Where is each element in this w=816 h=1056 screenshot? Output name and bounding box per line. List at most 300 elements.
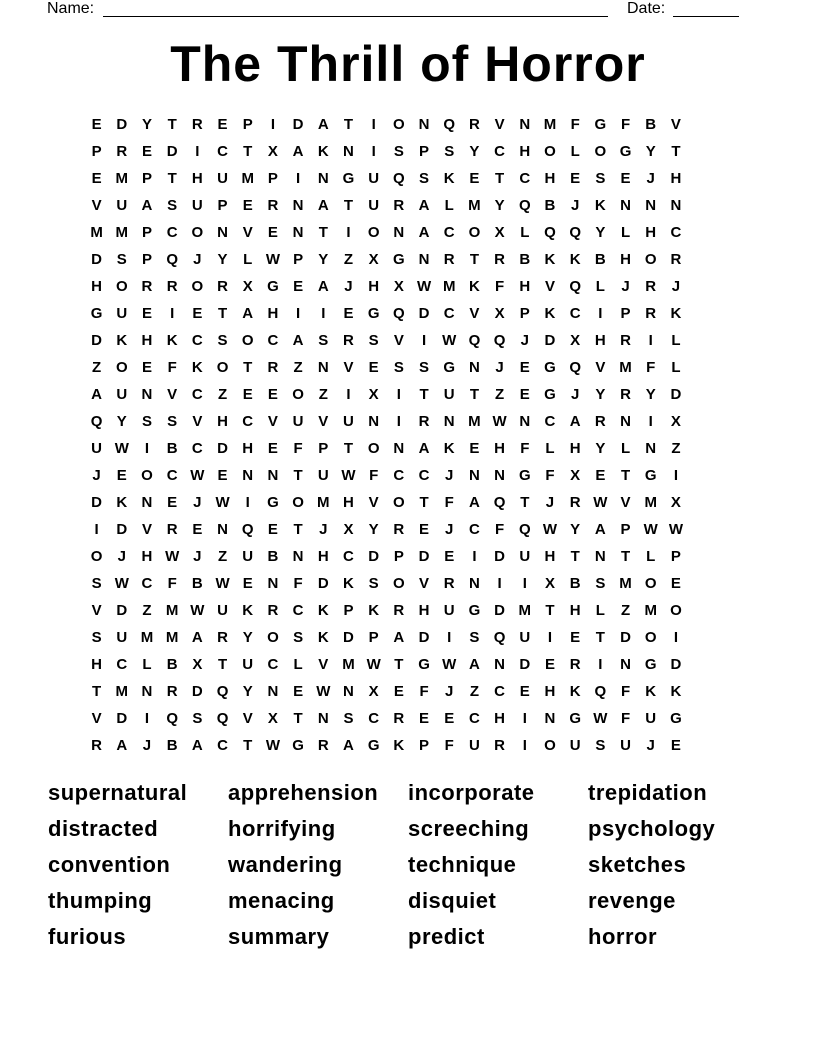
grid-letter[interactable]: R <box>116 143 128 160</box>
grid-letter[interactable]: K <box>368 602 380 619</box>
grid-letter[interactable]: G <box>544 386 556 403</box>
grid-letter[interactable]: K <box>544 305 556 322</box>
grid-letter[interactable]: N <box>393 224 405 241</box>
grid-letter[interactable]: E <box>192 305 203 322</box>
grid-letter[interactable]: N <box>141 683 153 700</box>
grid-letter[interactable]: Q <box>493 494 506 511</box>
grid-letter[interactable]: H <box>343 494 354 511</box>
grid-letter[interactable]: P <box>293 251 304 268</box>
grid-letter[interactable]: P <box>141 251 152 268</box>
grid-letter[interactable]: L <box>620 224 631 241</box>
grid-letter[interactable]: J <box>445 683 454 700</box>
grid-letter[interactable]: G <box>468 602 481 619</box>
grid-letter[interactable]: Q <box>569 278 581 295</box>
grid-letter[interactable]: A <box>191 629 203 646</box>
grid-letter[interactable]: F <box>570 116 580 133</box>
grid-letter[interactable]: D <box>494 602 506 619</box>
grid-letter[interactable]: D <box>91 251 103 268</box>
grid-letter[interactable]: O <box>393 575 405 592</box>
grid-letter[interactable]: T <box>469 251 479 268</box>
grid-letter[interactable]: M <box>165 602 179 619</box>
grid-letter[interactable]: X <box>368 386 379 403</box>
grid-letter[interactable]: D <box>494 548 506 565</box>
grid-letter[interactable]: T <box>545 602 555 619</box>
grid-letter[interactable]: Z <box>671 440 681 457</box>
grid-letter[interactable]: S <box>116 251 127 268</box>
grid-letter[interactable]: M <box>342 656 355 673</box>
grid-letter[interactable]: F <box>293 575 303 592</box>
grid-letter[interactable]: F <box>520 440 530 457</box>
grid-letter[interactable]: Y <box>116 413 127 430</box>
grid-letter[interactable]: T <box>520 494 530 511</box>
grid-letter[interactable]: Y <box>242 629 253 646</box>
grid-letter[interactable]: Z <box>318 386 328 403</box>
grid-letter[interactable]: T <box>419 386 429 403</box>
grid-letter[interactable]: D <box>670 656 682 673</box>
grid-letter[interactable]: I <box>598 656 603 673</box>
grid-letter[interactable]: O <box>367 440 380 457</box>
grid-letter[interactable]: M <box>140 629 154 646</box>
grid-letter[interactable]: Y <box>595 224 606 241</box>
grid-letter[interactable]: G <box>644 656 657 673</box>
grid-letter[interactable]: C <box>368 710 380 727</box>
grid-letter[interactable]: C <box>217 143 228 160</box>
grid-letter[interactable]: N <box>620 656 631 673</box>
grid-letter[interactable]: U <box>116 629 128 646</box>
grid-letter[interactable]: R <box>594 413 606 430</box>
grid-letter[interactable]: D <box>418 629 430 646</box>
grid-letter[interactable]: C <box>468 521 480 538</box>
grid-letter[interactable]: N <box>141 494 153 511</box>
grid-letter[interactable]: M <box>115 683 129 700</box>
grid-letter[interactable]: K <box>569 683 581 700</box>
grid-letter[interactable]: H <box>569 602 581 619</box>
grid-letter[interactable]: I <box>296 170 301 187</box>
grid-letter[interactable]: C <box>242 413 254 430</box>
grid-letter[interactable]: O <box>393 494 405 511</box>
grid-letter[interactable]: E <box>570 629 581 646</box>
grid-letter[interactable]: T <box>293 710 303 727</box>
grid-letter[interactable]: V <box>670 116 681 133</box>
grid-letter[interactable]: I <box>472 548 477 565</box>
grid-letter[interactable]: L <box>646 548 656 565</box>
grid-letter[interactable]: Z <box>343 251 354 268</box>
grid-letter[interactable]: S <box>91 629 102 646</box>
grid-letter[interactable]: C <box>166 467 178 484</box>
grid-letter[interactable]: A <box>317 197 329 214</box>
grid-letter[interactable]: R <box>393 521 405 538</box>
grid-letter[interactable]: R <box>166 521 178 538</box>
grid-letter[interactable]: O <box>241 332 254 349</box>
grid-letter[interactable]: R <box>620 332 631 349</box>
grid-letter[interactable]: N <box>418 116 430 133</box>
grid-letter[interactable]: U <box>217 602 228 619</box>
grid-letter[interactable]: E <box>141 143 152 160</box>
grid-letter[interactable]: L <box>545 440 555 457</box>
grid-letter[interactable]: G <box>443 359 456 376</box>
grid-letter[interactable]: O <box>141 467 153 484</box>
grid-letter[interactable]: T <box>243 143 253 160</box>
grid-letter[interactable]: K <box>393 737 405 754</box>
grid-letter[interactable]: O <box>468 224 481 241</box>
grid-letter[interactable]: E <box>217 467 228 484</box>
grid-letter[interactable]: I <box>94 521 99 538</box>
grid-letter[interactable]: V <box>91 710 102 727</box>
grid-letter[interactable]: T <box>167 170 177 187</box>
grid-letter[interactable]: W <box>542 521 558 538</box>
grid-letter[interactable]: U <box>242 548 254 565</box>
grid-letter[interactable]: D <box>620 629 631 646</box>
grid-letter[interactable]: K <box>116 494 128 511</box>
grid-letter[interactable]: L <box>620 440 631 457</box>
grid-letter[interactable]: X <box>393 278 404 295</box>
grid-letter[interactable]: N <box>468 359 480 376</box>
grid-letter[interactable]: N <box>217 521 228 538</box>
grid-letter[interactable]: C <box>468 710 480 727</box>
grid-letter[interactable]: M <box>543 116 557 133</box>
grid-letter[interactable]: F <box>495 521 505 538</box>
grid-letter[interactable]: N <box>292 197 304 214</box>
grid-letter[interactable]: K <box>443 440 455 457</box>
grid-letter[interactable]: S <box>167 197 178 214</box>
grid-letter[interactable]: C <box>141 575 153 592</box>
grid-letter[interactable]: D <box>670 386 682 403</box>
grid-letter[interactable]: K <box>317 143 329 160</box>
grid-letter[interactable]: X <box>343 521 354 538</box>
grid-letter[interactable]: H <box>141 548 153 565</box>
grid-letter[interactable]: A <box>569 413 581 430</box>
grid-letter[interactable]: I <box>371 116 376 133</box>
grid-letter[interactable]: U <box>217 170 228 187</box>
grid-letter[interactable]: M <box>468 413 481 430</box>
grid-letter[interactable]: J <box>193 548 202 565</box>
grid-letter[interactable]: K <box>569 251 581 268</box>
grid-letter[interactable]: P <box>242 116 253 133</box>
grid-letter[interactable]: P <box>519 305 530 322</box>
grid-letter[interactable]: P <box>343 602 354 619</box>
grid-letter[interactable]: Q <box>544 224 556 241</box>
grid-letter[interactable]: A <box>393 629 405 646</box>
grid-letter[interactable]: N <box>393 440 405 457</box>
grid-letter[interactable]: U <box>368 170 380 187</box>
grid-letter[interactable]: Q <box>393 170 405 187</box>
grid-letter[interactable]: J <box>545 494 555 511</box>
grid-letter[interactable]: F <box>444 737 454 754</box>
grid-letter[interactable]: A <box>292 332 304 349</box>
grid-letter[interactable]: M <box>165 629 179 646</box>
grid-letter[interactable]: J <box>671 278 681 295</box>
grid-letter[interactable]: I <box>648 413 653 430</box>
grid-letter[interactable]: E <box>217 116 228 133</box>
grid-letter[interactable]: T <box>495 170 505 187</box>
grid-letter[interactable]: Q <box>393 305 405 322</box>
grid-letter[interactable]: V <box>192 413 203 430</box>
grid-letter[interactable]: E <box>444 710 455 727</box>
grid-letter[interactable]: H <box>267 305 279 322</box>
grid-letter[interactable]: P <box>393 548 404 565</box>
grid-letter[interactable]: J <box>646 170 655 187</box>
grid-letter[interactable]: A <box>91 386 103 403</box>
grid-letter[interactable]: I <box>396 413 401 430</box>
grid-letter[interactable]: U <box>317 467 329 484</box>
grid-letter[interactable]: H <box>620 251 631 268</box>
grid-letter[interactable]: M <box>468 197 481 214</box>
grid-letter[interactable]: H <box>91 278 103 295</box>
grid-letter[interactable]: Y <box>217 251 228 268</box>
grid-letter[interactable]: I <box>371 143 376 160</box>
grid-letter[interactable]: D <box>343 629 354 646</box>
grid-letter[interactable]: N <box>343 143 354 160</box>
grid-letter[interactable]: D <box>368 548 380 565</box>
grid-letter[interactable]: N <box>519 413 531 430</box>
grid-letter[interactable]: X <box>570 332 581 349</box>
grid-letter[interactable]: R <box>317 737 329 754</box>
grid-letter[interactable]: S <box>192 710 203 727</box>
grid-letter[interactable]: T <box>570 548 580 565</box>
grid-letter[interactable]: Y <box>318 251 329 268</box>
grid-letter[interactable]: F <box>620 710 631 727</box>
grid-letter[interactable]: Z <box>92 359 102 376</box>
grid-letter[interactable]: F <box>495 278 505 295</box>
grid-letter[interactable]: F <box>293 440 303 457</box>
grid-letter[interactable]: A <box>242 305 254 322</box>
grid-letter[interactable]: T <box>243 359 253 376</box>
grid-letter[interactable]: F <box>369 467 379 484</box>
grid-letter[interactable]: L <box>520 224 530 241</box>
grid-letter[interactable]: D <box>292 116 304 133</box>
grid-letter[interactable]: Q <box>468 332 481 349</box>
grid-letter[interactable]: H <box>141 332 153 349</box>
grid-letter[interactable]: E <box>368 359 379 376</box>
grid-letter[interactable]: T <box>419 494 429 511</box>
grid-letter[interactable]: Q <box>493 629 506 646</box>
grid-letter[interactable]: C <box>569 305 581 322</box>
grid-letter[interactable]: V <box>242 224 253 241</box>
grid-letter[interactable]: M <box>619 575 632 592</box>
grid-letter[interactable]: S <box>343 710 354 727</box>
grid-letter[interactable]: R <box>217 629 228 646</box>
grid-letter[interactable]: T <box>293 521 303 538</box>
grid-letter[interactable]: I <box>270 116 275 133</box>
grid-letter[interactable]: E <box>293 278 304 295</box>
grid-letter[interactable]: V <box>393 332 404 349</box>
grid-letter[interactable]: L <box>595 278 605 295</box>
grid-letter[interactable]: L <box>671 332 681 349</box>
grid-letter[interactable]: A <box>594 521 606 538</box>
grid-letter[interactable]: C <box>343 548 354 565</box>
grid-letter[interactable]: E <box>444 548 455 565</box>
grid-letter[interactable]: P <box>670 548 681 565</box>
grid-letter[interactable]: L <box>444 197 454 214</box>
grid-letter[interactable]: E <box>620 170 631 187</box>
grid-letter[interactable]: D <box>166 143 178 160</box>
grid-letter[interactable]: T <box>293 467 303 484</box>
grid-letter[interactable]: E <box>192 521 203 538</box>
grid-letter[interactable]: J <box>344 278 353 295</box>
grid-letter[interactable]: C <box>544 413 556 430</box>
grid-letter[interactable]: V <box>368 494 379 511</box>
grid-letter[interactable]: J <box>142 737 152 754</box>
grid-letter[interactable]: J <box>117 548 126 565</box>
grid-letter[interactable]: E <box>519 386 530 403</box>
grid-letter[interactable]: G <box>619 143 632 160</box>
grid-letter[interactable]: X <box>242 278 253 295</box>
grid-letter[interactable]: H <box>670 170 682 187</box>
grid-letter[interactable]: G <box>267 278 279 295</box>
grid-letter[interactable]: Y <box>469 143 480 160</box>
grid-letter[interactable]: C <box>267 656 279 673</box>
grid-letter[interactable]: Q <box>493 332 506 349</box>
grid-letter[interactable]: V <box>267 413 278 430</box>
grid-letter[interactable]: Y <box>570 521 581 538</box>
grid-letter[interactable]: N <box>317 170 329 187</box>
grid-letter[interactable]: X <box>267 710 278 727</box>
grid-letter[interactable]: W <box>593 494 608 511</box>
grid-letter[interactable]: A <box>343 737 354 754</box>
grid-letter[interactable]: N <box>292 548 304 565</box>
grid-letter[interactable]: G <box>342 170 355 187</box>
grid-letter[interactable]: E <box>343 305 354 322</box>
grid-letter[interactable]: N <box>544 710 556 727</box>
grid-letter[interactable]: Z <box>217 386 228 403</box>
grid-letter[interactable]: L <box>671 359 681 376</box>
grid-letter[interactable]: J <box>520 332 529 349</box>
grid-letter[interactable]: R <box>267 359 279 376</box>
grid-letter[interactable]: A <box>317 278 329 295</box>
grid-letter[interactable]: O <box>267 629 279 646</box>
grid-letter[interactable]: G <box>594 116 607 133</box>
grid-letter[interactable]: U <box>116 386 128 403</box>
grid-letter[interactable]: Z <box>217 548 228 565</box>
grid-letter[interactable]: W <box>416 278 432 295</box>
grid-letter[interactable]: U <box>569 737 581 754</box>
grid-letter[interactable]: R <box>191 116 203 133</box>
grid-letter[interactable]: W <box>165 548 180 565</box>
grid-letter[interactable]: O <box>191 278 204 295</box>
grid-letter[interactable]: S <box>293 629 304 646</box>
grid-letter[interactable]: T <box>620 467 631 484</box>
grid-letter[interactable]: M <box>644 494 657 511</box>
grid-letter[interactable]: R <box>141 278 153 295</box>
grid-letter[interactable]: F <box>545 467 555 484</box>
grid-letter[interactable]: D <box>116 710 128 727</box>
grid-letter[interactable]: U <box>443 602 455 619</box>
grid-letter[interactable]: V <box>242 710 253 727</box>
grid-letter[interactable]: E <box>141 305 152 322</box>
grid-letter[interactable]: X <box>544 575 555 592</box>
grid-letter[interactable]: N <box>670 197 682 214</box>
grid-letter[interactable]: P <box>267 170 278 187</box>
grid-letter[interactable]: J <box>646 737 655 754</box>
grid-letter[interactable]: S <box>393 143 404 160</box>
grid-letter[interactable]: N <box>292 224 304 241</box>
grid-letter[interactable]: S <box>318 332 329 349</box>
grid-letter[interactable]: S <box>595 737 606 754</box>
grid-letter[interactable]: P <box>620 305 631 322</box>
grid-letter[interactable]: S <box>444 143 455 160</box>
grid-letter[interactable]: Y <box>242 683 253 700</box>
grid-letter[interactable]: W <box>643 521 658 538</box>
grid-letter[interactable]: K <box>670 683 682 700</box>
grid-letter[interactable]: Q <box>518 521 531 538</box>
grid-letter[interactable]: B <box>519 251 531 268</box>
grid-letter[interactable]: N <box>494 467 506 484</box>
grid-letter[interactable]: Z <box>142 602 152 619</box>
grid-letter[interactable]: E <box>519 683 530 700</box>
grid-letter[interactable]: S <box>141 413 152 430</box>
grid-letter[interactable]: J <box>495 359 504 376</box>
grid-letter[interactable]: H <box>519 278 531 295</box>
grid-letter[interactable]: T <box>394 656 404 673</box>
grid-letter[interactable]: D <box>116 602 128 619</box>
grid-letter[interactable]: R <box>393 602 405 619</box>
grid-letter[interactable]: C <box>116 656 128 673</box>
grid-letter[interactable]: J <box>319 521 328 538</box>
grid-letter[interactable]: C <box>191 332 203 349</box>
grid-letter[interactable]: U <box>91 440 103 457</box>
grid-letter[interactable]: T <box>671 143 681 160</box>
grid-letter[interactable]: R <box>645 278 657 295</box>
grid-letter[interactable]: S <box>595 170 606 187</box>
grid-letter[interactable]: I <box>346 386 351 403</box>
grid-letter[interactable]: O <box>644 575 657 592</box>
grid-letter[interactable]: F <box>167 575 177 592</box>
grid-letter[interactable]: Y <box>141 116 152 133</box>
grid-letter[interactable]: T <box>217 305 228 322</box>
grid-letter[interactable]: Q <box>518 197 531 214</box>
grid-letter[interactable]: R <box>267 197 279 214</box>
grid-letter[interactable]: E <box>242 386 253 403</box>
grid-letter[interactable]: R <box>166 683 178 700</box>
grid-letter[interactable]: E <box>267 440 278 457</box>
grid-letter[interactable]: V <box>494 116 505 133</box>
grid-letter[interactable]: W <box>265 251 280 268</box>
grid-letter[interactable]: W <box>442 656 457 673</box>
grid-letter[interactable]: O <box>644 629 657 646</box>
grid-letter[interactable]: C <box>670 224 682 241</box>
grid-letter[interactable]: E <box>242 197 253 214</box>
grid-letter[interactable]: H <box>217 413 228 430</box>
grid-letter[interactable]: R <box>468 116 480 133</box>
grid-letter[interactable]: Y <box>645 386 656 403</box>
grid-letter[interactable]: I <box>522 737 527 754</box>
grid-letter[interactable]: N <box>317 359 329 376</box>
grid-letter[interactable]: S <box>368 332 379 349</box>
grid-letter[interactable]: Y <box>595 440 606 457</box>
grid-letter[interactable]: V <box>167 386 178 403</box>
grid-letter[interactable]: O <box>292 386 304 403</box>
grid-letter[interactable]: V <box>141 521 152 538</box>
grid-letter[interactable]: I <box>296 305 301 322</box>
grid-letter[interactable]: I <box>396 386 401 403</box>
grid-letter[interactable]: P <box>217 197 228 214</box>
grid-letter[interactable]: X <box>192 656 203 673</box>
grid-letter[interactable]: H <box>191 170 203 187</box>
grid-letter[interactable]: E <box>469 440 480 457</box>
grid-letter[interactable]: I <box>144 440 150 457</box>
grid-letter[interactable]: Z <box>495 386 505 403</box>
grid-letter[interactable]: S <box>167 413 178 430</box>
grid-letter[interactable]: E <box>544 656 555 673</box>
grid-letter[interactable]: W <box>114 575 129 592</box>
date-field[interactable] <box>673 0 739 17</box>
grid-letter[interactable]: V <box>544 278 555 295</box>
grid-letter[interactable]: H <box>645 224 657 241</box>
grid-letter[interactable]: I <box>598 305 603 322</box>
grid-letter[interactable]: H <box>317 548 329 565</box>
grid-letter[interactable]: K <box>242 602 254 619</box>
grid-letter[interactable]: W <box>316 683 331 700</box>
